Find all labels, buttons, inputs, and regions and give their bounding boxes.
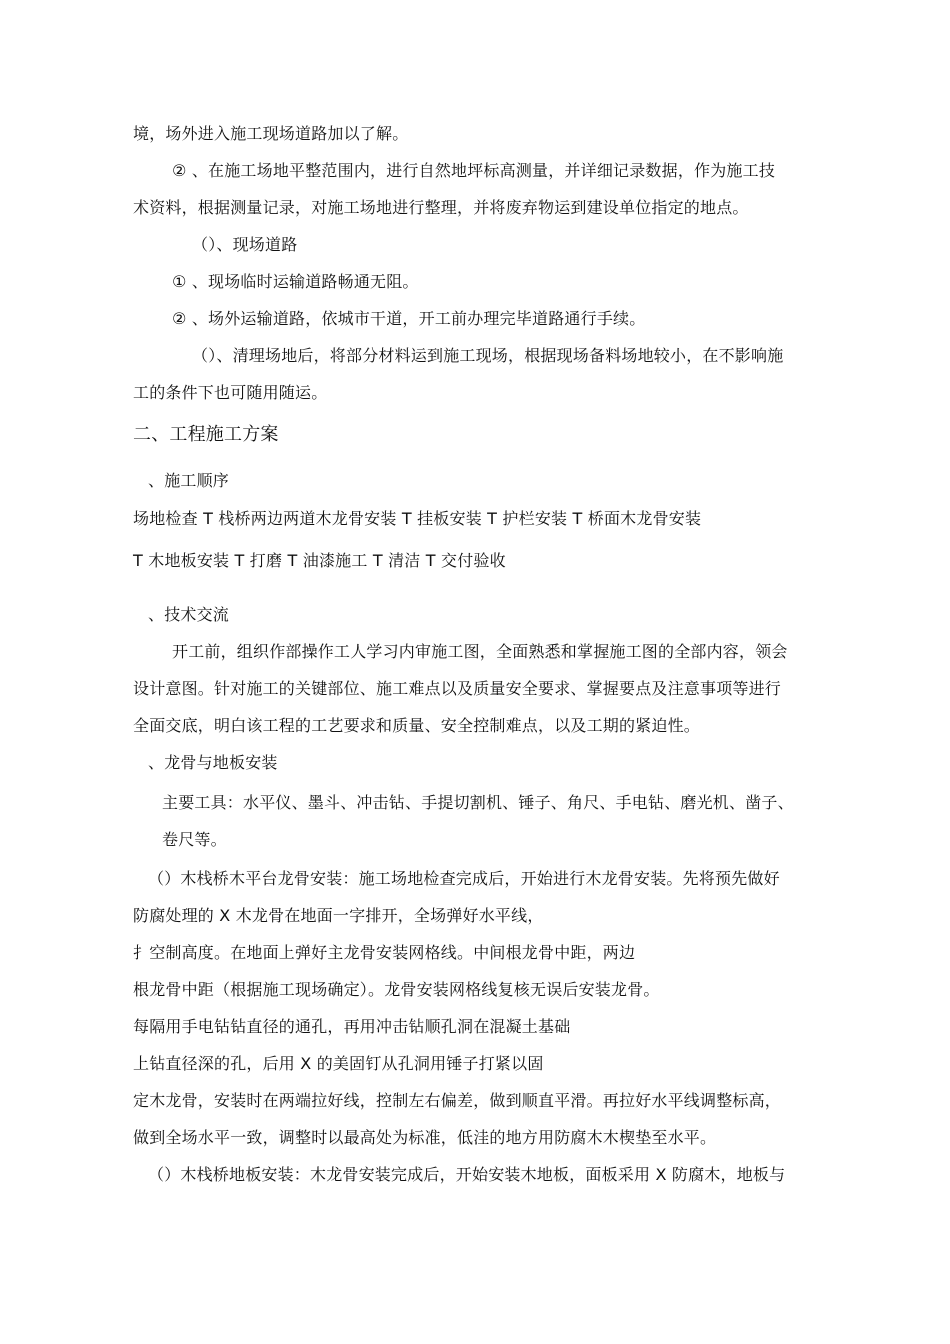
text-line: （）木栈桥地板安装：木龙骨安装完成后，开始安装木地板，面板采用 X 防腐木，地板与 xyxy=(148,1165,786,1184)
subsection-heading: （）、现场道路 xyxy=(192,235,298,254)
text-line: 卷尺等。 xyxy=(162,830,227,849)
text-line: ① 、现场临时运输道路畅通无阻。 xyxy=(172,272,419,291)
text-line: 境，场外进入施工现场道路加以了解。 xyxy=(133,124,409,143)
text-line: 每隔用手电钻钻直径的通孔，再用冲击钻顺孔洞在混凝土基础 xyxy=(133,1017,571,1036)
text-line: ② 、在施工场地平整范围内，进行自然地坪标高测量，并详细记录数据，作为施工技 xyxy=(172,161,776,180)
section-heading: 二、工程施工方案 xyxy=(133,424,279,445)
text-line: 扌空制高度。在地面上弹好主龙骨安装网格线。中间根龙骨中距，两边 xyxy=(133,943,636,962)
subsection-heading: 、技术交流 xyxy=(148,605,230,624)
text-line: 工的条件下也可随用随运。 xyxy=(133,383,328,402)
text-line: 上钻直径深的孔，后用 X 的美固钉从孔洞用锤子打紧以固 xyxy=(133,1054,544,1073)
text-line: 根龙骨中距（根据施工现场确定）。龙骨安装网格线复核无误后安装龙骨。 xyxy=(133,980,660,999)
text-line: 定木龙骨，安装时在两端拉好线，控制左右偏差，做到顺直平滑。再拉好水平线调整标高， xyxy=(133,1091,782,1110)
text-line: 做到全场水平一致，调整时以最高处为标准，低洼的地方用防腐木木楔垫至水平。 xyxy=(133,1128,717,1147)
text-line: 开工前，组织作部操作工人学习内审施工图，全面熟悉和掌握施工图的全部内容，领会 xyxy=(172,642,788,661)
text-line: （）、清理场地后，将部分材料运到施工现场，根据现场备料场地较小，在不影响施 xyxy=(192,346,784,365)
text-line: 术资料，根据测量记录，对施工场地进行整理，并将废弃物运到建设单位指定的地点。 xyxy=(133,198,749,217)
text-line: 全面交底，明白该工程的工艺要求和质量、安全控制难点，以及工期的紧迫性。 xyxy=(133,716,701,735)
text-line: 防腐处理的 X 木龙骨在地面一字排开，全场弹好水平线， xyxy=(133,906,544,925)
text-line: （）木栈桥木平台龙骨安装：施工场地检查完成后，开始进行木龙骨安装。先将预先做好 xyxy=(148,869,780,888)
text-line: 设计意图。针对施工的关键部位、施工难点以及质量安全要求、掌握要点及注意事项等进行 xyxy=(133,679,782,698)
subsection-heading: 、龙骨与地板安装 xyxy=(148,753,278,772)
text-line: T 木地板安装 T 打磨 T 油漆施工 T 清洁 T 交付验收 xyxy=(133,551,506,570)
text-line: 主要工具：水平仪、墨斗、冲击钻、手提切割机、锤子、角尺、手电钻、磨光机、凿子、 xyxy=(162,793,794,812)
text-line: ② 、场外运输道路，依城市干道，开工前办理完毕道路通行手续。 xyxy=(172,309,646,328)
text-line: 场地检查 T 栈桥两边两道木龙骨安装 T 挂板安装 T 护栏安装 T 桥面木龙骨安装 xyxy=(133,509,702,528)
subsection-heading: 、施工顺序 xyxy=(148,471,230,490)
